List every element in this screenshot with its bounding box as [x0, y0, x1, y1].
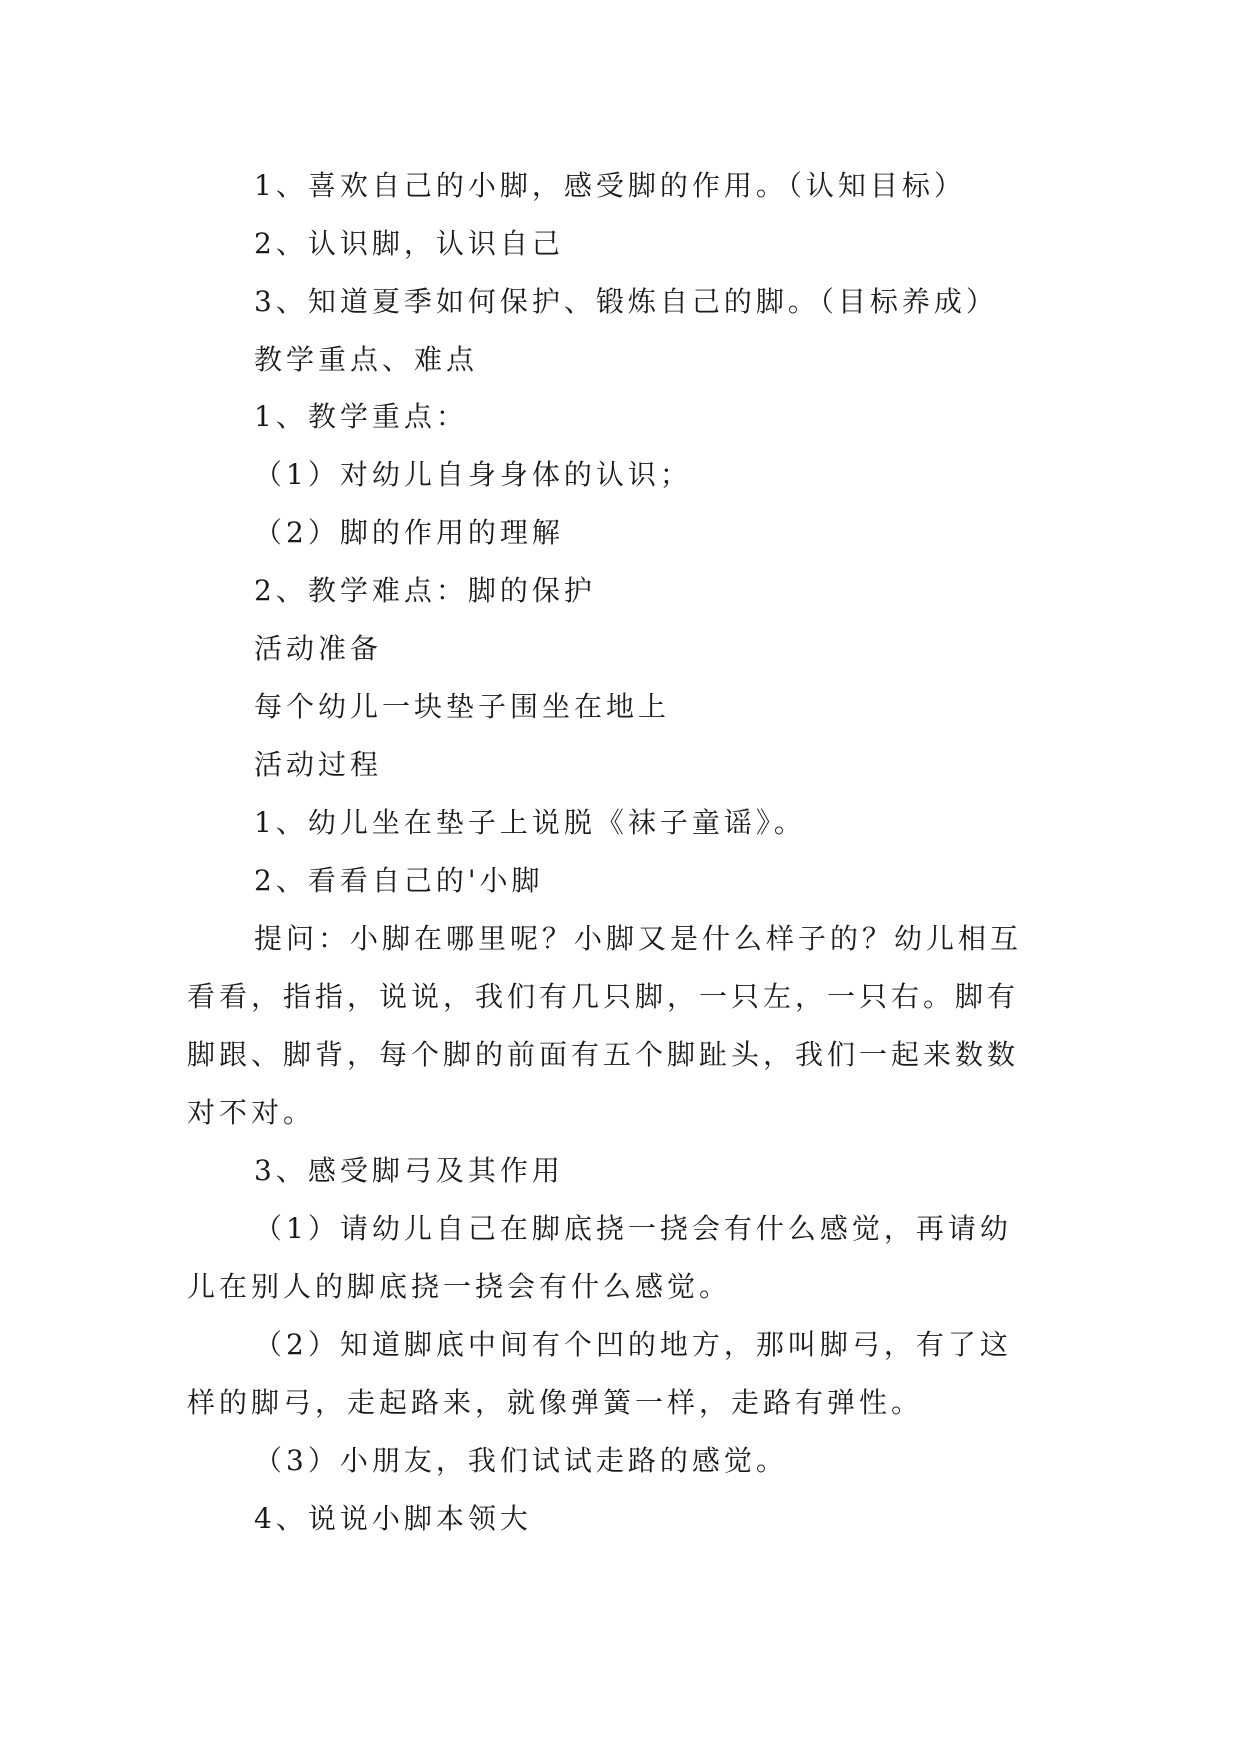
key-point-heading: 1、教学重点： [254, 400, 468, 433]
arch-item-2-line-2: 样的脚弓，走起路来，就像弹簧一样，走路有弹性。 [187, 1386, 924, 1419]
goal-line-1: 1、喜欢自己的小脚，感受脚的作用。（认知目标） [254, 169, 966, 202]
key-point-item-1: （1）对幼儿自身身体的认识； [254, 458, 692, 491]
section-heading-preparation: 活动准备 [254, 632, 383, 665]
goal-line-2: 2、认识脚，认识自己 [254, 227, 564, 260]
difficulty-line: 2、教学难点：脚的保护 [254, 574, 596, 607]
arch-item-2-line-1: （2）知道脚底中间有个凹的地方，那叫脚弓，有了这 [254, 1328, 1012, 1361]
arch-item-3: （3）小朋友，我们试试走路的感觉。 [254, 1444, 788, 1477]
section-heading-key-points: 教学重点、难点 [254, 343, 479, 376]
process-step-1: 1、幼儿坐在垫子上说脱《袜子童谣》。 [254, 806, 806, 839]
process-step-2: 2、看看自己的'小脚 [254, 864, 544, 897]
goal-line-3: 3、知道夏季如何保护、锻炼自己的脚。（目标养成） [254, 285, 998, 318]
question-paragraph-line-1: 提问：小脚在哪里呢？小脚又是什么样子的？幼儿相互 [254, 922, 1023, 955]
question-paragraph-line-3: 脚跟、脚背，每个脚的前面有五个脚趾头，我们一起来数数 [187, 1038, 1020, 1071]
question-paragraph-line-2: 看看，指指，说说，我们有几只脚，一只左，一只右。脚有 [187, 980, 1020, 1013]
preparation-line: 每个幼儿一块垫子围坐在地上 [254, 690, 671, 723]
section-heading-process: 活动过程 [254, 748, 383, 781]
process-step-4: 4、说说小脚本领大 [254, 1502, 532, 1535]
arch-item-1-line-1: （1）请幼儿自己在脚底挠一挠会有什么感觉，再请幼 [254, 1212, 1012, 1245]
question-paragraph-line-4: 对不对。 [187, 1096, 316, 1129]
key-point-item-2: （2）脚的作用的理解 [254, 516, 564, 549]
arch-item-1-line-2: 儿在别人的脚底挠一挠会有什么感觉。 [187, 1270, 732, 1303]
process-step-3: 3、感受脚弓及其作用 [254, 1154, 564, 1187]
